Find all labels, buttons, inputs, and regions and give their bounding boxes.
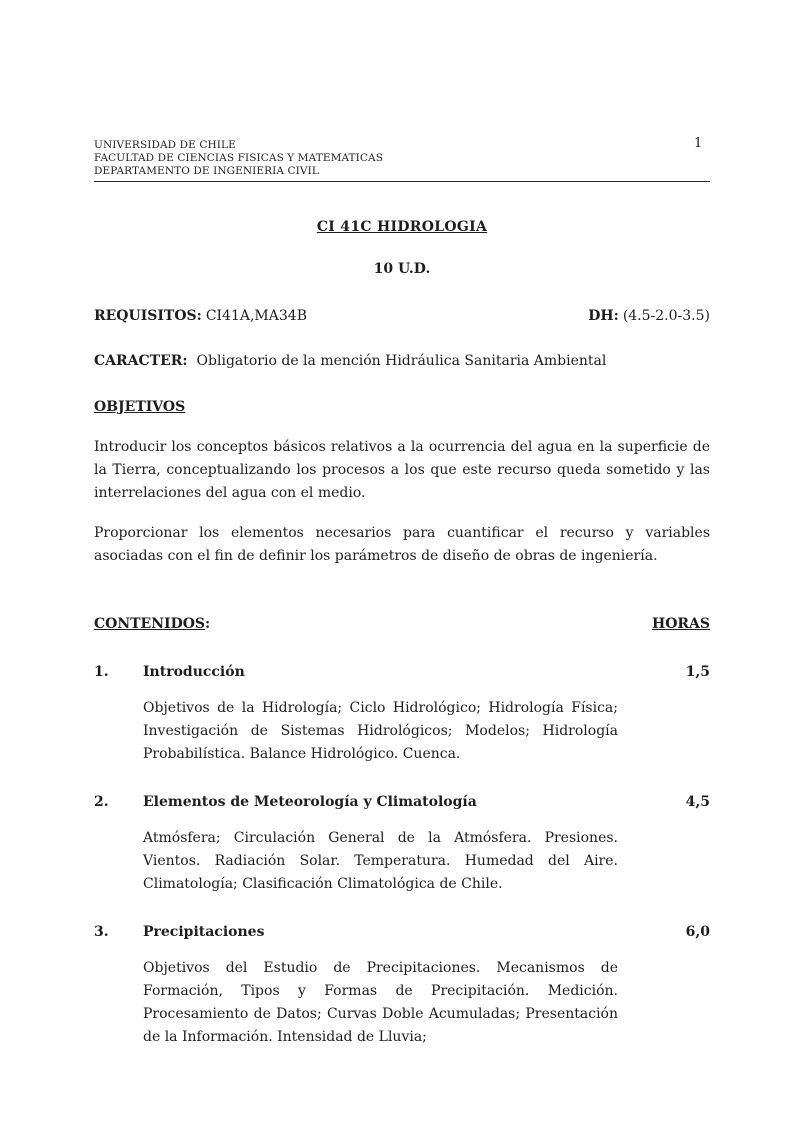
dh-value: (4.5-2.0-3.5) — [622, 308, 710, 324]
section-title: Introducción — [143, 664, 245, 680]
section-number: 3. — [94, 924, 109, 940]
objetivos-paragraph: Introducir los conceptos básicos relativos a la ocurrencia del agua en la superficie de la Tierra, conceptualizando los procesos a los que este recurso queda sometido y las interrelaciones del agua con el medio. — [94, 439, 710, 501]
content-section — [94, 791, 710, 896]
course-credits: 10 U.D. — [373, 261, 431, 277]
section-number: 1. — [94, 664, 109, 680]
section-body: Objetivos del Estudio de Precipitaciones. Mecanismos de Formación, Tipos y Formas de Precipitación. Medición. Procesamiento de Datos; Curvas Doble Acumuladas; Presentación de la Información. Intensidad de Lluvia; — [143, 960, 618, 1045]
requisitos-value: CI41A,MA34B — [205, 308, 307, 324]
section-hours: 4,5 — [685, 794, 710, 810]
section-body: Objetivos de la Hidrología; Ciclo Hidrológico; Hidrología Física; Investigación de Sistemas Hidrológicos; Modelos; Hidrología Probabilística. Balance Hidrológico. Cuenca. — [143, 700, 618, 762]
contenidos-colon: : — [205, 616, 211, 632]
section-title: Precipitaciones — [143, 924, 265, 940]
page-number: 1 — [694, 136, 703, 151]
document-content — [94, 139, 710, 1049]
caracter-value: Obligatorio de la mención Hidráulica Sanitaria Ambiental — [196, 353, 607, 369]
dh — [588, 305, 710, 328]
institution-header — [94, 139, 710, 182]
section-head — [94, 921, 710, 944]
horas-heading: HORAS — [651, 616, 710, 632]
objetivos-paragraph: Proporcionar los elementos necesarios para cuantificar el recurso y variables asociadas con el fin de definir los parámetros de diseño de obras de ingeniería. — [94, 525, 710, 564]
objetivos-heading-row — [94, 396, 710, 419]
course-title-text: CI 41C HIDROLOGIA — [316, 219, 488, 235]
caracter-row — [94, 350, 710, 373]
department-name: DEPARTAMENTO DE INGENIERIA CIVIL — [94, 165, 319, 177]
requisitos-label: REQUISITOS: — [94, 308, 202, 324]
section-body: Atmósfera; Circulación General de la Atmósfera. Presiones. Vientos. Radiación Solar. Temperatura. Humedad del Aire. Climatología; Clasificación Climatológica de Chile. — [143, 830, 618, 892]
dh-label: DH: — [588, 308, 619, 324]
section-hours: 1,5 — [685, 664, 710, 680]
requisitos-row — [94, 305, 710, 328]
section-head — [94, 791, 710, 814]
course-title — [94, 216, 710, 239]
contenidos-heading: CONTENIDOS — [94, 616, 206, 632]
section-hours: 6,0 — [685, 924, 710, 940]
institution-name: UNIVERSIDAD DE CHILE — [94, 139, 236, 151]
section-head — [94, 661, 710, 684]
contenidos-heading-wrap — [94, 613, 210, 636]
faculty-name: FACULTAD DE CIENCIAS FISICAS Y MATEMATICAS — [94, 152, 384, 164]
contenidos-header-row — [94, 613, 710, 636]
caracter-label: CARACTER: — [94, 353, 188, 369]
section-title: Elementos de Meteorología y Climatología — [143, 794, 477, 810]
content-section — [94, 921, 710, 1049]
section-number: 2. — [94, 794, 109, 810]
objetivos-heading: OBJETIVOS — [94, 399, 186, 415]
content-section — [94, 661, 710, 766]
requisitos — [94, 305, 307, 328]
